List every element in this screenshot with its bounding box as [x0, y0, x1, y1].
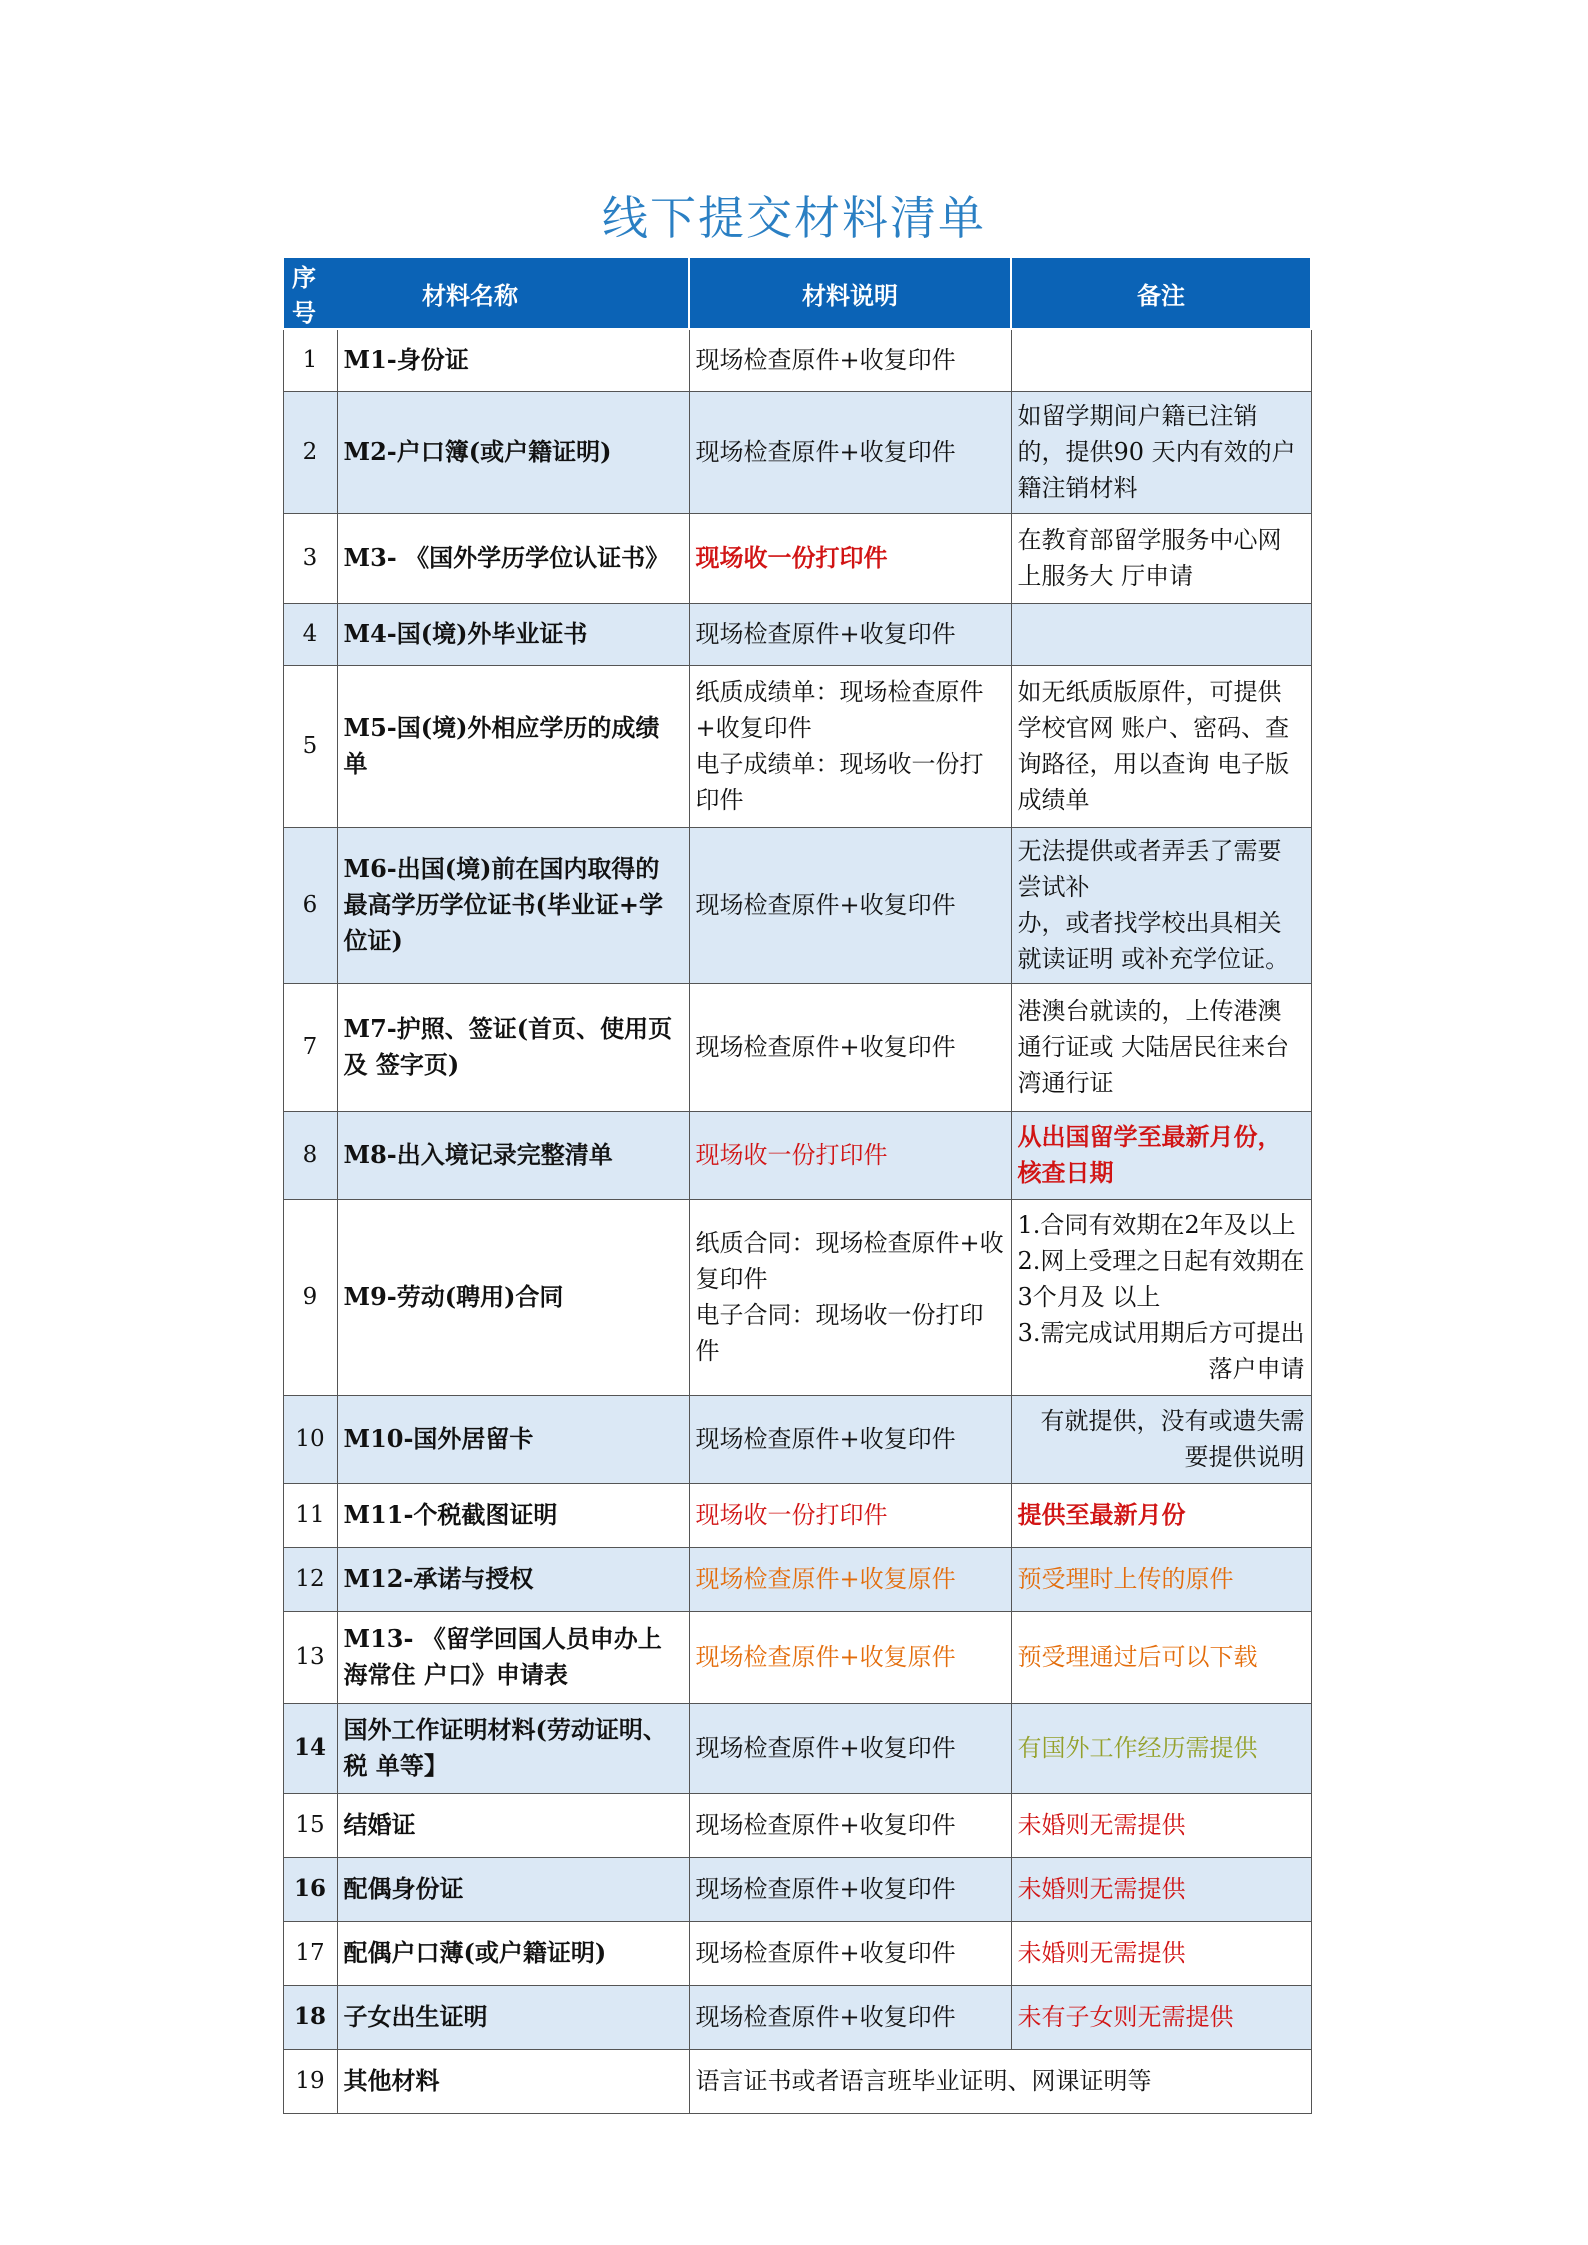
material-name: M5-国(境)外相应学历的成绩单	[337, 665, 689, 827]
note-line: 办，或者找学校出具相关就读证明 或补充学位证。	[1017, 909, 1290, 973]
material-desc: 现场收一份打印件	[689, 1111, 1011, 1199]
material-desc: 现场检查原件+收复印件	[689, 1921, 1011, 1985]
material-name: M10-国外居留卡	[337, 1395, 689, 1483]
row-number: 18	[283, 1985, 337, 2049]
material-desc: 现场检查原件+收复印件	[689, 1857, 1011, 1921]
table-row	[283, 1611, 1311, 1703]
row-number: 17	[283, 1921, 337, 1985]
material-desc: 现场检查原件+收复印件	[689, 983, 1011, 1111]
material-name: M13- 《留学回国人员申办上海常住 户口》申请表	[337, 1611, 689, 1703]
row-number: 9	[283, 1199, 337, 1395]
table-row	[283, 1857, 1311, 1921]
note-line: 2.网上受理之日起有效期在3个月及 以上	[1017, 1247, 1305, 1311]
material-desc: 现场检查原件+收复印件	[689, 391, 1011, 513]
material-desc: 现场检查原件+收复印件	[689, 1985, 1011, 2049]
header-desc: 材料说明	[689, 257, 1011, 329]
material-name: 子女出生证明	[337, 1985, 689, 2049]
row-number: 14	[283, 1703, 337, 1793]
material-name: M11-个税截图证明	[337, 1483, 689, 1547]
note-line: 无法提供或者弄丢了需要尝试补	[1017, 837, 1282, 901]
material-note: 从出国留学至最新月份，核查日期	[1011, 1111, 1311, 1199]
material-desc: 现场检查原件+收复印件	[689, 329, 1011, 391]
row-number: 1	[283, 329, 337, 391]
row-number: 8	[283, 1111, 337, 1199]
material-desc: 现场检查原件+收复原件	[689, 1547, 1011, 1611]
row-number: 7	[283, 983, 337, 1111]
material-note: 港澳台就读的，上传港澳通行证或 大陆居民往来台湾通行证	[1011, 983, 1311, 1111]
material-name: 结婚证	[337, 1793, 689, 1857]
row-number: 19	[283, 2049, 337, 2113]
page-title: 线下提交材料清单	[602, 191, 986, 245]
material-name: 配偶身份证	[337, 1857, 689, 1921]
table-row	[283, 1111, 1311, 1199]
material-note: 如无纸质版原件，可提供学校官网 账户、密码、查询路径，用以查询 电子版成绩单	[1011, 665, 1311, 827]
table-row	[283, 513, 1311, 603]
material-name: M9-劳动(聘用)合同	[337, 1199, 689, 1395]
material-note: 如留学期间户籍已注销的，提供90 天内有效的户籍注销材料	[1011, 391, 1311, 513]
table-row	[283, 1199, 1311, 1395]
row-number: 12	[283, 1547, 337, 1611]
material-desc: 语言证书或者语言班毕业证明、网课证明等	[689, 2049, 1311, 2113]
table-row	[283, 983, 1311, 1111]
table-row	[283, 665, 1311, 827]
material-desc	[689, 665, 1011, 827]
desc-electronic: 电子合同：现场收一份打印件	[695, 1301, 984, 1365]
row-number: 5	[283, 665, 337, 827]
row-number: 16	[283, 1857, 337, 1921]
material-name: 配偶户口薄(或户籍证明)	[337, 1921, 689, 1985]
material-desc: 现场检查原件+收复印件	[689, 603, 1011, 665]
material-note	[1011, 1199, 1311, 1395]
note-line: 3.需完成试用期后方可提出落户申请	[1017, 1319, 1305, 1383]
table-row	[283, 1703, 1311, 1793]
material-note: 有国外工作经历需提供	[1011, 1703, 1311, 1793]
table-row	[283, 1483, 1311, 1547]
row-number: 3	[283, 513, 337, 603]
material-note: 提供至最新月份	[1011, 1483, 1311, 1547]
material-desc: 现场检查原件+收复印件	[689, 1395, 1011, 1483]
table-row	[283, 2049, 1311, 2113]
table-row	[283, 1985, 1311, 2049]
row-number: 2	[283, 391, 337, 513]
table-row	[283, 391, 1311, 513]
material-note: 预受理通过后可以下载	[1011, 1611, 1311, 1703]
material-desc: 现场检查原件+收复印件	[689, 827, 1011, 983]
material-name: M2-户口簿(或户籍证明)	[337, 391, 689, 513]
header-name: 材料名称	[422, 280, 518, 310]
material-name: M6-出国(境)前在国内取得的最高学历学位证书(毕业证+学位证)	[337, 827, 689, 983]
row-number: 15	[283, 1793, 337, 1857]
material-note: 未婚则无需提供	[1011, 1857, 1311, 1921]
table-row	[283, 329, 1311, 391]
row-number: 4	[283, 603, 337, 665]
material-note: 在教育部留学服务中心网上服务大 厅申请	[1011, 513, 1311, 603]
row-number: 6	[283, 827, 337, 983]
header-note: 备注	[1011, 257, 1311, 329]
material-name: M3- 《国外学历学位认证书》	[337, 513, 689, 603]
desc-paper: 纸质成绩单：现场检查原件+收复印件	[695, 678, 984, 742]
material-name: M12-承诺与授权	[337, 1547, 689, 1611]
material-desc: 现场检查原件+收复原件	[689, 1611, 1011, 1703]
table-row	[283, 1793, 1311, 1857]
table-row	[283, 1921, 1311, 1985]
material-note	[1011, 329, 1311, 391]
materials-table	[282, 256, 1312, 2114]
material-name: 其他材料	[337, 2049, 689, 2113]
row-number: 11	[283, 1483, 337, 1547]
material-name: 国外工作证明材料(劳动证明、税 单等】	[337, 1703, 689, 1793]
header-index-name	[283, 257, 689, 329]
material-name: M1-身份证	[337, 329, 689, 391]
material-desc: 现场收一份打印件	[689, 513, 1011, 603]
table-row	[283, 1395, 1311, 1483]
material-desc: 现场检查原件+收复印件	[689, 1703, 1011, 1793]
table-row	[283, 1547, 1311, 1611]
material-note: 未婚则无需提供	[1011, 1793, 1311, 1857]
material-note	[1011, 827, 1311, 983]
material-name: M7-护照、签证(首页、使用页及 签字页)	[337, 983, 689, 1111]
row-number: 13	[283, 1611, 337, 1703]
material-desc	[689, 1199, 1011, 1395]
table-row	[283, 603, 1311, 665]
material-name: M4-国(境)外毕业证书	[337, 603, 689, 665]
material-desc: 现场检查原件+收复印件	[689, 1793, 1011, 1857]
material-note: 未有子女则无需提供	[1011, 1985, 1311, 2049]
material-name: M8-出入境记录完整清单	[337, 1111, 689, 1199]
table-header-row	[283, 257, 1311, 329]
desc-paper: 纸质合同：现场检查原件+收复印件	[695, 1229, 1004, 1293]
desc-electronic: 电子成绩单：现场收一份打印件	[695, 750, 984, 814]
header-index: 序号	[292, 263, 316, 327]
material-note: 预受理时上传的原件	[1011, 1547, 1311, 1611]
note-line: 1.合同有效期在2年及以上	[1017, 1211, 1296, 1239]
table-row	[283, 827, 1311, 983]
material-desc: 现场收一份打印件	[689, 1483, 1011, 1547]
material-note: 有就提供，没有或遗失需要提供说明	[1011, 1395, 1311, 1483]
row-number: 10	[283, 1395, 337, 1483]
material-note: 未婚则无需提供	[1011, 1921, 1311, 1985]
material-note	[1011, 603, 1311, 665]
